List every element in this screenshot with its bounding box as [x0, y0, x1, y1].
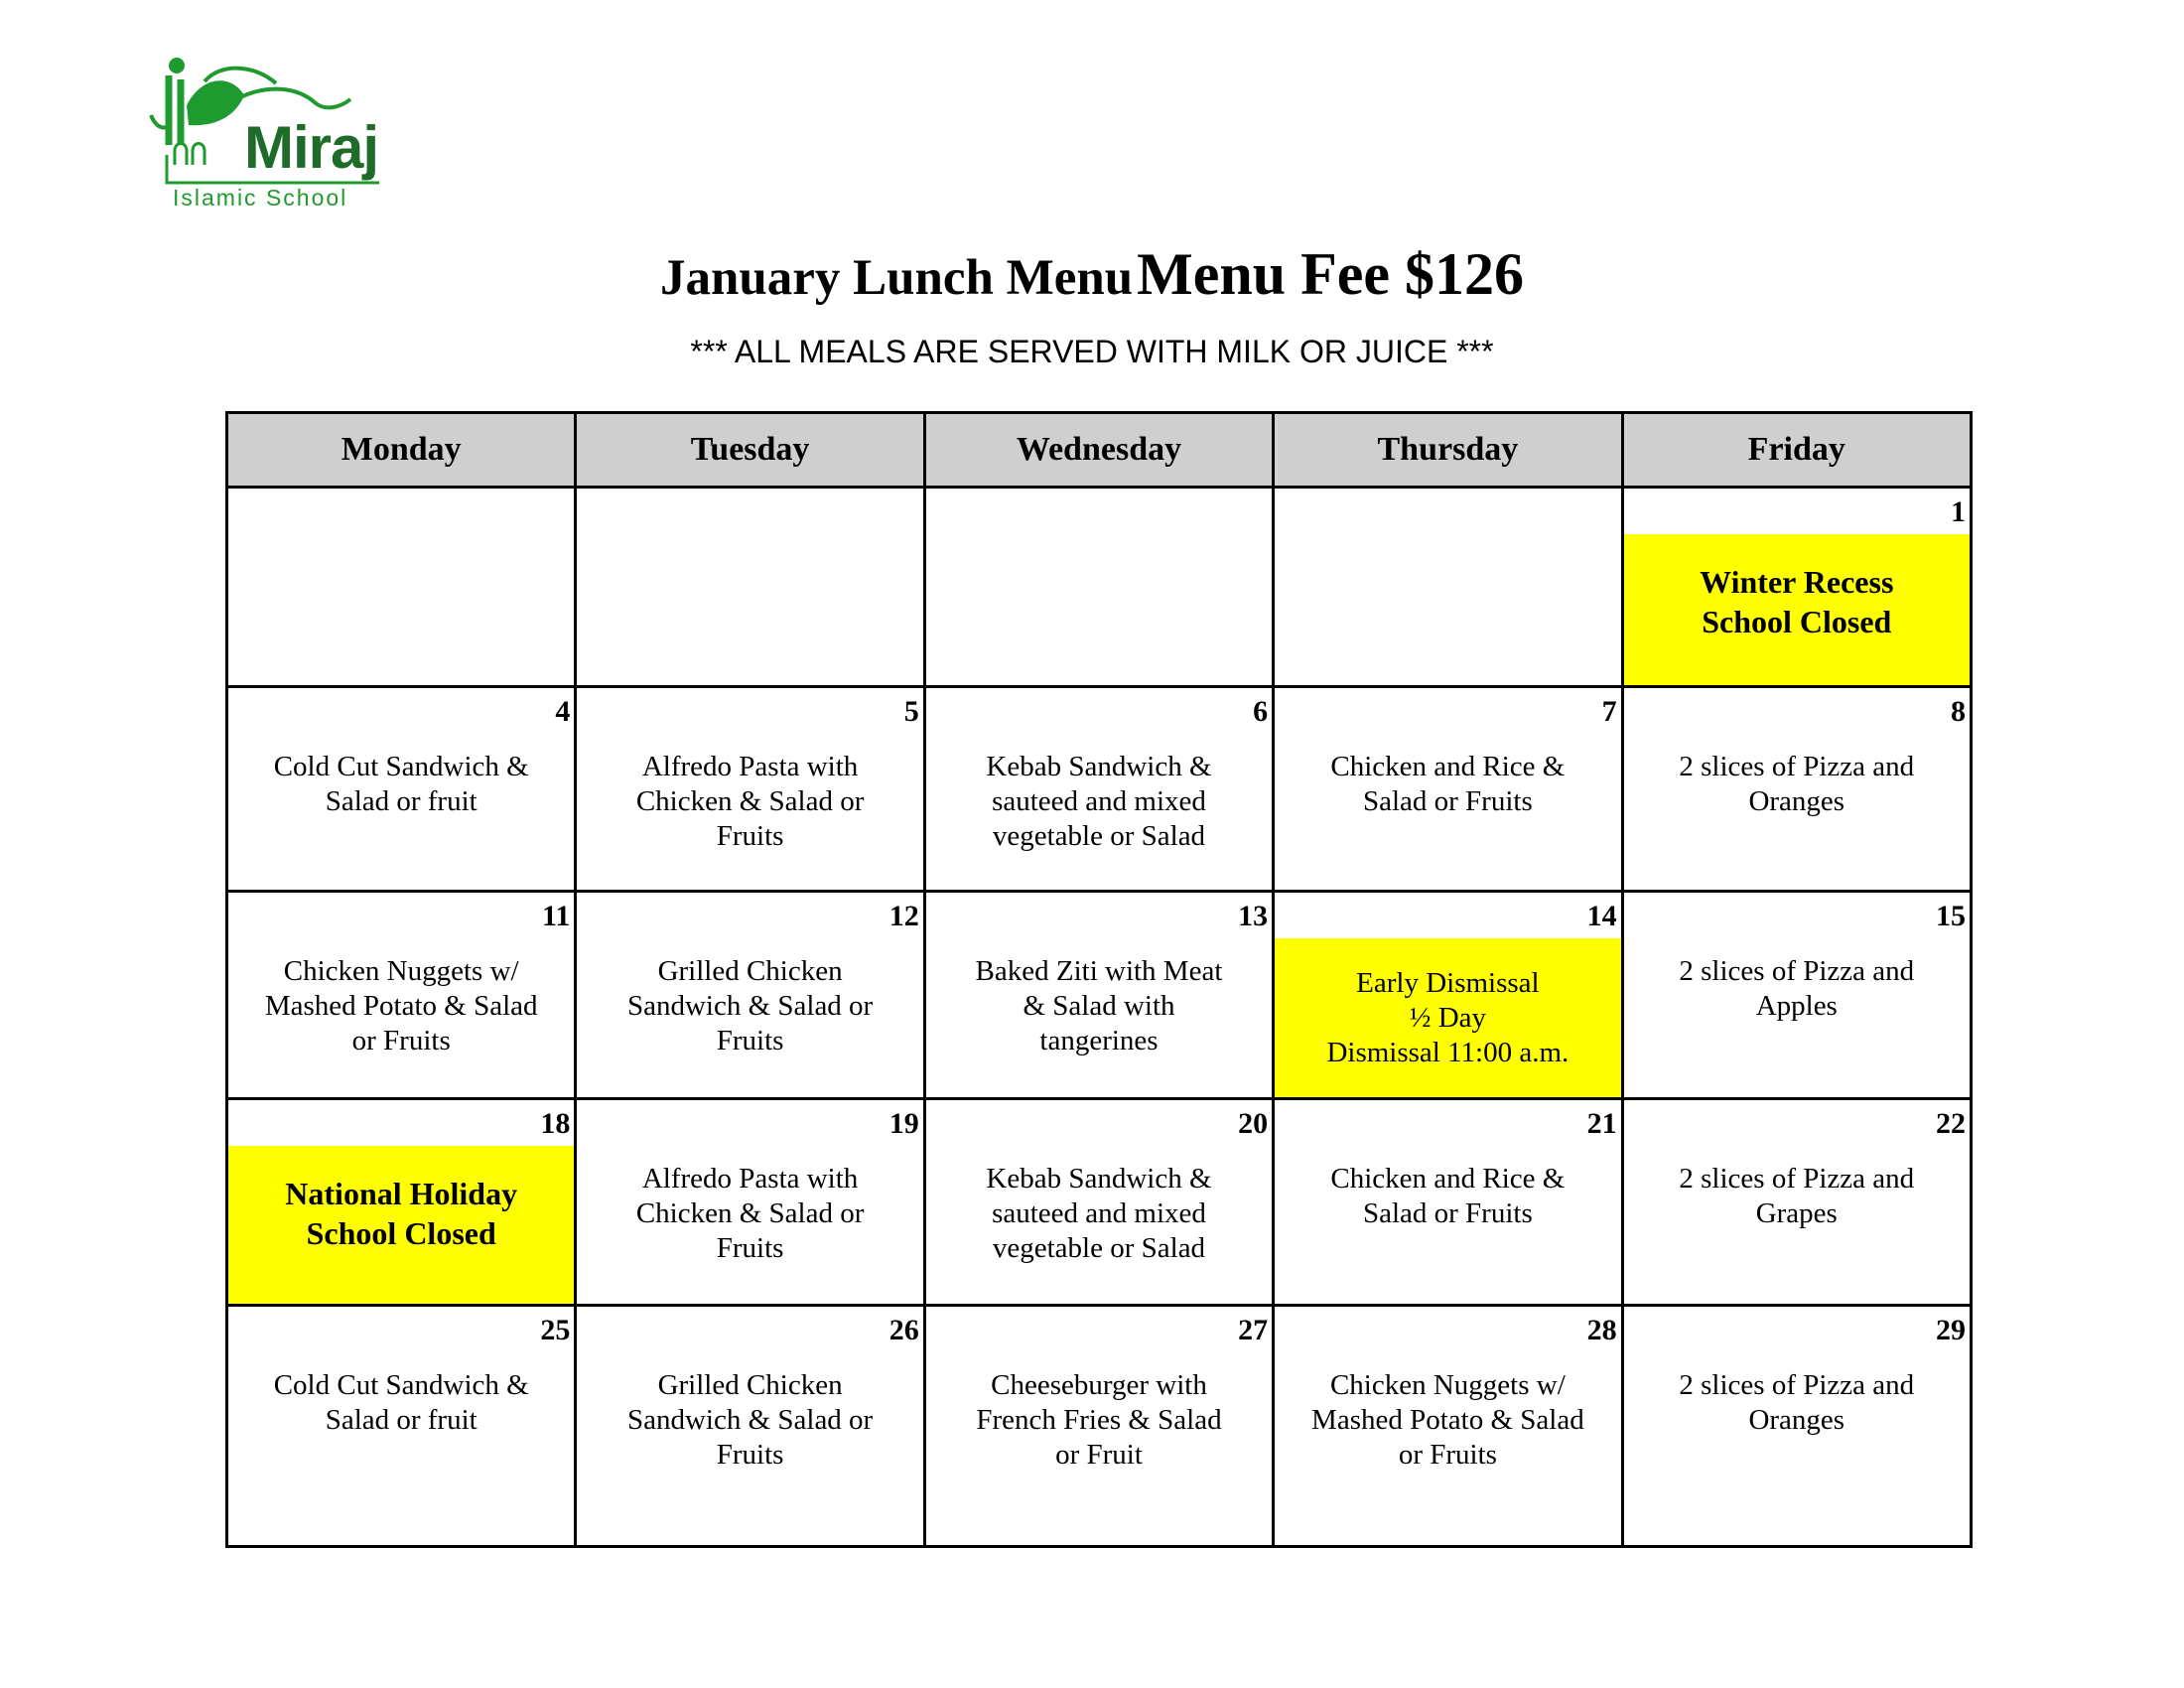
day-cell-inner [228, 893, 574, 1097]
day-number: 8 [1951, 695, 1966, 728]
meal-text: Kebab Sandwich & sauteed and mixed vegetable or Salad [986, 1163, 1212, 1264]
day-cell-inner [926, 893, 1272, 1097]
day-number [1275, 489, 1620, 530]
meal-text [926, 530, 1272, 550]
weekday-header-friday: Friday [1622, 413, 1971, 488]
day-number [577, 489, 922, 530]
meal-text: 2 slices of Pizza and Apples [1679, 955, 1915, 1022]
day-cell [1274, 892, 1622, 1099]
day-cell [227, 892, 576, 1099]
day-cell [227, 1306, 576, 1547]
week-row [227, 488, 1972, 687]
day-cell [227, 687, 576, 892]
day-cell [1622, 892, 1971, 1099]
meal-text: Cold Cut Sandwich & Salad or fruit [273, 751, 529, 817]
day-cell-inner [1624, 893, 1970, 1097]
meal-text: Baked Ziti with Meat & Salad with tangerines [975, 955, 1223, 1056]
day-number: 14 [1586, 900, 1617, 932]
weekday-header-thursday: Thursday [1274, 413, 1622, 488]
day-cell-inner [228, 1307, 574, 1545]
day-cell-inner [228, 1100, 574, 1304]
day-number [926, 489, 1272, 530]
meal-text: Alfredo Pasta with Chicken & Salad or Fruits [635, 1163, 865, 1264]
day-cell [576, 488, 924, 687]
day-cell [1274, 488, 1622, 687]
day-cell-inner [1275, 1307, 1620, 1545]
day-cell-inner [1624, 1307, 1970, 1545]
day-number: 28 [1586, 1314, 1617, 1346]
day-cell-inner [926, 688, 1272, 890]
day-cell-inner [577, 893, 922, 1097]
day-cell-inner [1275, 688, 1620, 890]
day-cell-inner [228, 688, 574, 890]
day-number: 19 [888, 1107, 919, 1140]
day-number: 11 [542, 900, 571, 932]
day-cell-inner [577, 489, 922, 685]
day-cell-inner [228, 489, 574, 685]
day-number: 4 [555, 695, 571, 728]
week-row [227, 687, 1972, 892]
day-cell [576, 1306, 924, 1547]
meal-text [1275, 530, 1620, 550]
meal-text: Chicken and Rice & Salad or Fruits [1330, 751, 1566, 817]
meal-text [577, 530, 922, 550]
title-fee: Menu Fee $126 [1137, 241, 1525, 307]
day-cell [1622, 687, 1971, 892]
day-cell [576, 687, 924, 892]
day-cell [227, 488, 576, 687]
meal-text: 2 slices of Pizza and Oranges [1679, 1369, 1915, 1436]
day-cell-inner [926, 1307, 1272, 1545]
weekday-header-wednesday: Wednesday [924, 413, 1273, 488]
day-cell-inner [1275, 489, 1620, 685]
day-number: 21 [1586, 1107, 1617, 1140]
day-cell [924, 1099, 1273, 1306]
day-number: 15 [1936, 900, 1966, 932]
week-row [227, 1099, 1972, 1306]
day-cell-inner [1624, 489, 1970, 685]
meal-text: Chicken and Rice & Salad or Fruits [1330, 1163, 1566, 1229]
day-number: 13 [1238, 900, 1269, 932]
meal-text [228, 530, 574, 550]
day-cell-inner [577, 688, 922, 890]
week-row [227, 1306, 1972, 1547]
day-cell [1274, 1306, 1622, 1547]
day-number: 6 [1253, 695, 1269, 728]
logo-subtitle: Islamic School [173, 185, 348, 211]
day-cell-inner [1275, 893, 1620, 1097]
day-cell-inner [926, 489, 1272, 685]
meal-text: 2 slices of Pizza and Grapes [1679, 1163, 1915, 1229]
day-number: 29 [1936, 1314, 1966, 1346]
meal-text: Alfredo Pasta with Chicken & Salad or Fruits [635, 751, 865, 852]
day-cell-inner [1624, 688, 1970, 890]
meal-text: Kebab Sandwich & sauteed and mixed vegetable or Salad [986, 751, 1212, 852]
day-cell [1622, 1306, 1971, 1547]
title-main: January Lunch Menu [659, 250, 1134, 306]
weekday-header-tuesday: Tuesday [576, 413, 924, 488]
meal-text: Cheeseburger with French Fries & Salad or Fruit [976, 1369, 1222, 1471]
day-number: 22 [1936, 1107, 1966, 1140]
day-cell [576, 892, 924, 1099]
day-cell [1274, 1099, 1622, 1306]
weekday-header-row [227, 413, 1972, 488]
day-cell [1274, 687, 1622, 892]
meal-text: Grilled Chicken Sandwich & Salad or Fruits [626, 955, 874, 1056]
meal-text: Chicken Nuggets w/ Mashed Potato & Salad or Fruits [1311, 1369, 1584, 1471]
day-cell-inner [926, 1100, 1272, 1304]
day-number: 7 [1601, 695, 1617, 728]
meals-note: *** ALL MEALS ARE SERVED WITH MILK OR JUICE *** [690, 334, 1494, 369]
day-cell [1622, 1099, 1971, 1306]
notice-text: Winter Recess School Closed [1624, 534, 1970, 685]
day-cell [1622, 488, 1971, 687]
weekday-header-monday: Monday [227, 413, 576, 488]
day-cell [924, 687, 1273, 892]
day-number: 27 [1238, 1314, 1269, 1346]
page-title [0, 240, 2184, 309]
day-cell-inner [577, 1100, 922, 1304]
day-number: 26 [888, 1314, 919, 1346]
day-cell-inner [1624, 1100, 1970, 1304]
meal-text: Cold Cut Sandwich & Salad or fruit [273, 1369, 529, 1436]
day-number: 1 [1951, 495, 1966, 528]
day-cell [924, 892, 1273, 1099]
day-cell-inner [577, 1307, 922, 1545]
day-number: 20 [1238, 1107, 1269, 1140]
day-cell [576, 1099, 924, 1306]
school-logo [147, 56, 395, 224]
day-number [228, 489, 574, 530]
week-row [227, 892, 1972, 1099]
logo-name: Miraj [244, 114, 379, 181]
notice-text: Early Dismissal ½ Day Dismissal 11:00 a.m. [1275, 938, 1620, 1097]
meal-text: 2 slices of Pizza and Oranges [1679, 751, 1915, 817]
notice-text: National Holiday School Closed [228, 1146, 574, 1304]
day-number: 18 [540, 1107, 571, 1140]
day-cell [924, 1306, 1273, 1547]
day-cell [924, 488, 1273, 687]
meal-text: Chicken Nuggets w/ Mashed Potato & Salad or Fruits [264, 955, 538, 1056]
day-number: 25 [540, 1314, 571, 1346]
day-number: 12 [888, 900, 919, 932]
meal-text: Grilled Chicken Sandwich & Salad or Fruits [626, 1369, 874, 1471]
day-cell [227, 1099, 576, 1306]
day-cell-inner [1275, 1100, 1620, 1304]
lunch-calendar [225, 411, 1973, 1548]
calendar-body [227, 488, 1972, 1547]
day-number: 5 [903, 695, 919, 728]
